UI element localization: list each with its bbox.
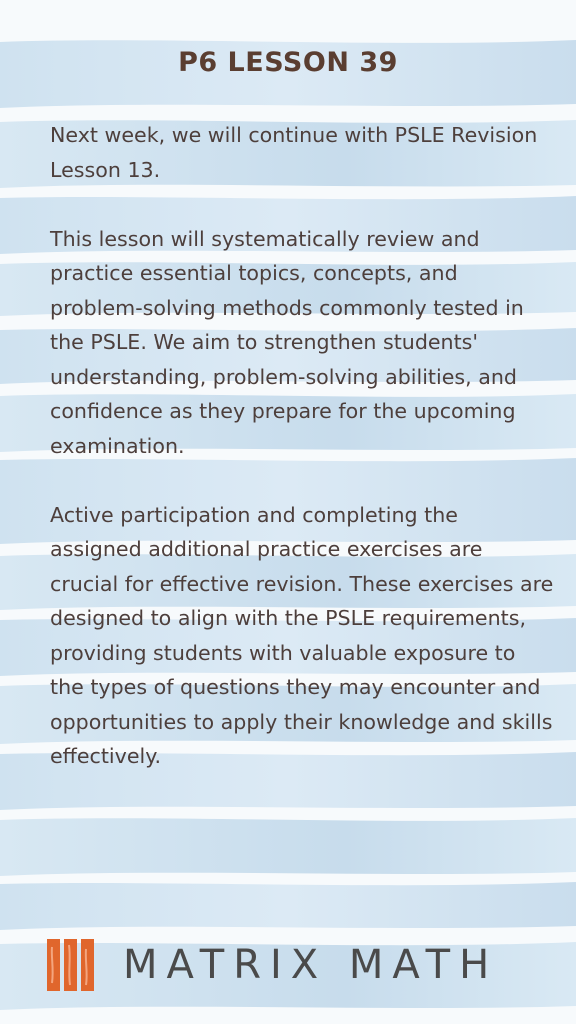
page-title: P6 LESSON 39 xyxy=(178,47,398,78)
paragraph-practice-exercises: Active participation and completing the assigned additional practice exercises are crucial for effective revision. These exercises are designed to align with the PSLE requirements, providing students with valuable exposure to the types of questions they may encounter and opportunities to apply their knowledge and skills effectively. xyxy=(50,502,554,768)
paragraph-lesson-aims: This lesson will systematically review and practice essential topics, concepts, and problem-solving methods commonly tested in the PSLE. We aim to strengthen students' understanding, problem-solving abilities, and confidence as they prepare for the upcoming examination. xyxy=(50,226,524,458)
brand-logo xyxy=(47,935,498,995)
lesson-description xyxy=(50,118,555,774)
matrix-math-logo-icon xyxy=(47,935,107,995)
paragraph-intro: Next week, we will continue with PSLE Revision Lesson 13. xyxy=(50,123,538,182)
brand-name: MATRIX MATH xyxy=(123,942,499,988)
